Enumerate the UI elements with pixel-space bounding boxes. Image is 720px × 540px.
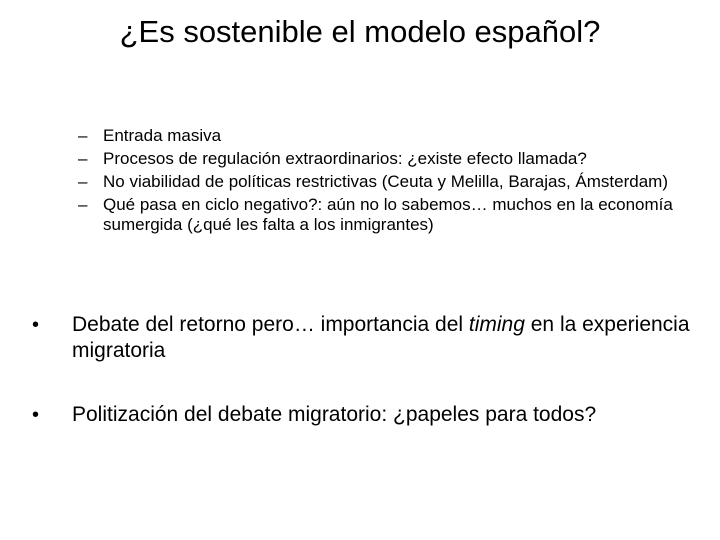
sub-bullet-text: No viabilidad de políticas restrictivas (Ceuta y Melilla, Barajas, Ámsterdam) xyxy=(103,172,668,191)
sub-bullet-item xyxy=(78,172,698,192)
dash-marker: – xyxy=(78,126,88,145)
bullet-text-emphasis: timing xyxy=(468,313,525,336)
bullet-list xyxy=(30,312,700,364)
sub-bullet-list xyxy=(78,126,698,238)
sub-bullet-item xyxy=(78,195,698,235)
slide-title: ¿Es sostenible el modelo español? xyxy=(119,14,601,49)
sub-bullet-item xyxy=(78,149,698,169)
dash-marker: – xyxy=(78,149,88,168)
sub-bullet-text: Entrada masiva xyxy=(103,126,222,145)
bullet-text: Politización del debate migratorio: ¿papeles para todos? xyxy=(72,403,597,426)
bullet-marker: • xyxy=(32,404,40,426)
dash-marker: – xyxy=(78,195,88,214)
bullet-text-before: Debate del retorno pero… importancia del xyxy=(72,313,469,336)
bullet-text-after: en la experiencia migratoria xyxy=(72,313,690,362)
bullet-marker: • xyxy=(32,314,40,336)
bullet-item-politizacion xyxy=(30,402,700,428)
sub-bullet-text: Qué pasa en ciclo negativo?: aún no lo sabemos… muchos en la economía sumergida (¿qué les falta a los inmigrantes) xyxy=(103,195,673,234)
bullet-item-retorno xyxy=(30,312,700,364)
sub-bullet-text: Procesos de regulación extraordinarios: ¿existe efecto llamada? xyxy=(103,149,587,168)
bullet-list xyxy=(30,402,700,428)
sub-bullet-item xyxy=(78,126,698,146)
dash-marker: – xyxy=(78,172,88,191)
